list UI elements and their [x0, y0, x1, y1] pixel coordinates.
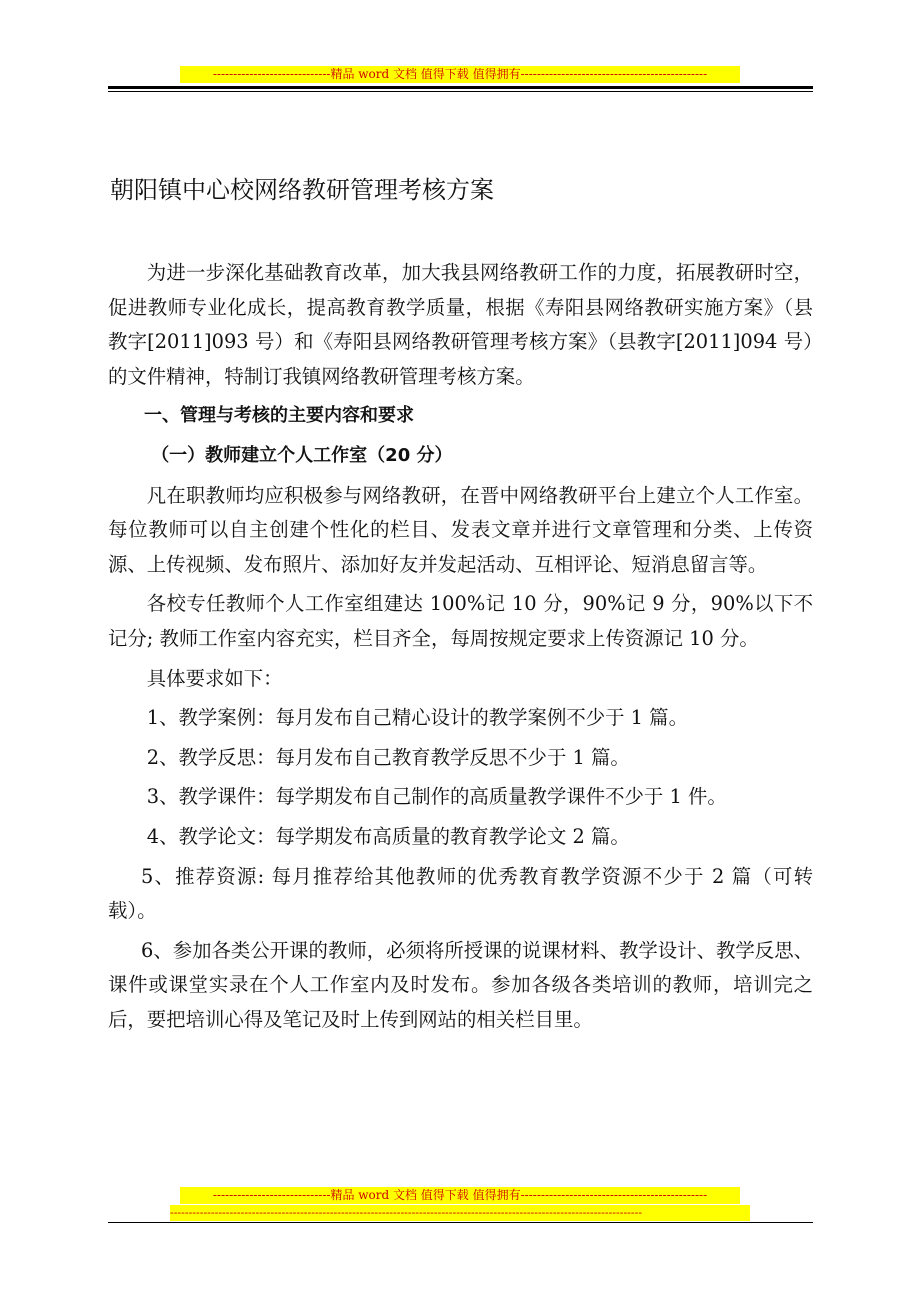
footer-rule	[108, 1222, 813, 1223]
list-item-4: 4、教学论文：每学期发布高质量的教育教学论文 2 篇。	[146, 824, 630, 848]
list-item-1: 1、教学案例：每月发布自己精心设计的教学案例不少于 1 篇。	[146, 706, 688, 730]
paragraph-requirements-intro: 具体要求如下：	[146, 666, 283, 690]
list-item-5: 5、推荐资源: 每月推荐给其他教师的优秀教育教学资源不少于 2 篇（可转载）。	[108, 864, 813, 923]
footer-dashes: -------------------------------------------------------------------------------------------------------------------------------	[170, 1205, 750, 1221]
footer-banner: -----------------------------精品 word 文档 值得下载 值得拥有----------------------------------------------	[180, 1187, 740, 1204]
subsection-heading-1: （一）教师建立个人工作室（20 分）	[151, 444, 453, 466]
intro-paragraph: 为进一步深化基础教育改革，加大我县网络教研工作的力度，拓展教研时空，促进教师专业化成长，提高教育教学质量，根据《寿阳县网络教研实施方案》（县教字[2011]093 号）和《寿阳县网络教研管理考核方案》（县教字[2011]094 号）的文件精神，特制订我镇网络教研管理考核方案。	[108, 261, 813, 388]
list-item-2: 2、教学反思：每月发布自己教育教学反思不少于 1 篇。	[146, 745, 630, 769]
list-item-3: 3、教学课件：每学期发布自己制作的高质量教学课件不少于 1 件。	[146, 785, 727, 809]
header-rule-thin	[108, 91, 813, 92]
document-body	[108, 256, 813, 1037]
paragraph-studio: 凡在职教师均应积极参与网络教研，在晋中网络教研平台上建立个人工作室。每位教师可以自主创建个性化的栏目、发表文章并进行文章管理和分类、上传资源、上传视频、发布照片、添加好友并发起活动、互相评论、短消息留言等。	[108, 483, 813, 576]
list-item-6: 6、参加各类公开课的教师，必须将所授课的说课材料、教学设计、教学反思、课件或课堂实录在个人工作室内及时发布。参加各级各类培训的教师，培训完之后，要把培训心得及笔记及时上传到网站的相关栏目里。	[108, 938, 813, 1031]
section-heading-1: 一、管理与考核的主要内容和要求	[144, 405, 414, 427]
paragraph-scoring: 各校专任教师个人工作室组建达 100%记 10 分，90%记 9 分，90%以下不记分; 教师工作室内容充实，栏目齐全，每周按规定要求上传资源记 10 分。	[108, 592, 813, 650]
header-banner: -----------------------------精品 word 文档 值得下载 值得拥有----------------------------------------------	[180, 66, 740, 83]
document-title: 朝阳镇中心校网络教研管理考核方案	[110, 176, 494, 204]
header-rule-thick	[108, 86, 813, 89]
